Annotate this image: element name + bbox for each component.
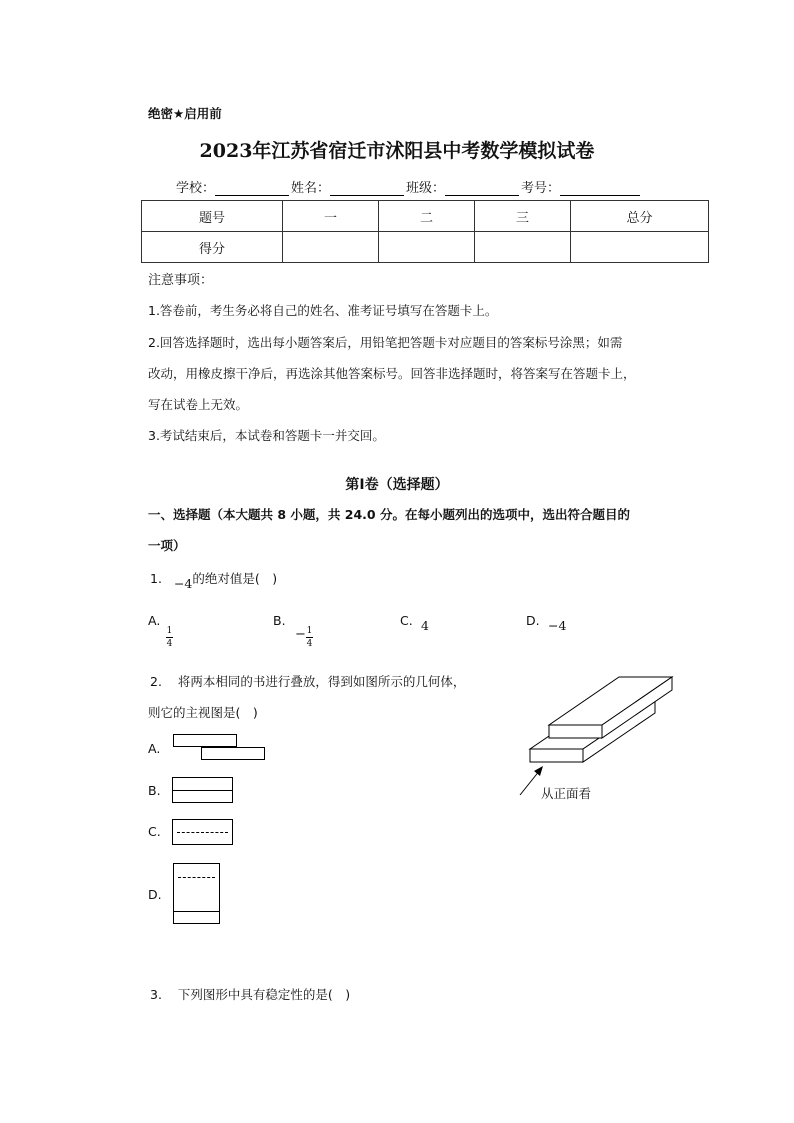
q1-option-d-value[interactable]: −4: [548, 618, 567, 633]
score-cell[interactable]: [475, 232, 571, 263]
q2-text-line-1: 将两本相同的书进行叠放，得到如图所示的几何体，: [177, 674, 466, 689]
question-number: 1.: [150, 571, 162, 586]
option-d-divider: [174, 911, 219, 912]
q1-option-b-sign: −: [295, 627, 306, 642]
q1-option-b-fraction[interactable]: [306, 626, 313, 649]
q1-option-a-fraction[interactable]: [166, 626, 173, 649]
fraction-numerator: 1: [306, 626, 313, 636]
score-table: [141, 200, 709, 263]
upper-book-front-face: [549, 725, 602, 738]
exam-title: 2023年江苏省宿迁市沭阳县中考数学模拟试卷: [199, 140, 595, 162]
question-1: [150, 571, 278, 591]
stacked-books-figure: [510, 670, 680, 810]
q2-option-d-label[interactable]: D.: [148, 887, 162, 902]
table-header-cell: 一: [283, 201, 379, 232]
notes-heading: 注意事项：: [148, 273, 214, 288]
section-1-line-2: 一项）: [148, 538, 186, 553]
volume-title: 第Ⅰ卷（选择题）: [345, 477, 449, 493]
table-header-cell: 题号: [142, 201, 283, 232]
option-b-rect: [172, 777, 233, 803]
q1-option-a-label[interactable]: A.: [148, 613, 161, 628]
option-b-divider: [173, 790, 232, 791]
table-row: [142, 232, 709, 263]
q2-text-line-2: 则它的主视图是( ): [148, 705, 258, 720]
option-c-dashed-divider: [177, 832, 228, 833]
school-blank[interactable]: [215, 181, 289, 196]
q2-option-c-label[interactable]: C.: [148, 824, 161, 839]
q1-option-b-label[interactable]: B.: [273, 613, 286, 628]
question-number: 2.: [150, 674, 162, 689]
option-c-rect: [172, 819, 233, 845]
name-blank[interactable]: [330, 181, 404, 196]
table-row: [142, 201, 709, 232]
view-arrow-line: [520, 770, 540, 795]
q3-text: 下列图形中具有稳定性的是( ): [177, 987, 351, 1002]
fraction-bar: [306, 637, 313, 638]
note-item-2-line-2: 改动，用橡皮擦干净后，再选涂其他答案标号。回答非选择题时，将答案写在答题卡上，: [148, 366, 636, 381]
lower-book-front-face: [530, 749, 583, 762]
fraction-denominator: 4: [166, 639, 173, 649]
table-header-cell: 总分: [571, 201, 709, 232]
view-arrow-head: [534, 766, 543, 776]
option-d-dashed-divider: [178, 877, 215, 878]
exam-no-blank[interactable]: [560, 181, 640, 196]
fraction-denominator: 4: [306, 639, 313, 649]
note-item-2-line-1: 2.回答选择题时，选出每小题答案后，用铅笔把答题卡对应题目的答案标号涂黑；如需: [148, 335, 623, 350]
q1-expression: −4: [173, 576, 193, 591]
q1-option-c-label[interactable]: C.: [400, 613, 413, 628]
question-2-line-1: [150, 674, 465, 690]
school-label: 学校：: [176, 181, 216, 196]
note-item-2-line-3: 写在试卷上无效。: [148, 397, 249, 412]
q2-option-a-label[interactable]: A.: [148, 741, 161, 756]
q1-option-d-label[interactable]: D.: [526, 613, 540, 628]
table-row-label: 得分: [142, 232, 283, 263]
score-cell[interactable]: [379, 232, 475, 263]
q2-option-b-label[interactable]: B.: [148, 783, 161, 798]
note-item-1: 1.答卷前，考生务必将自己的姓名、准考证号填写在答题卡上。: [148, 303, 498, 318]
fraction-bar: [166, 637, 173, 638]
student-info-line: [176, 177, 642, 196]
score-cell[interactable]: [571, 232, 709, 263]
class-blank[interactable]: [445, 181, 519, 196]
option-a-bottom-rect: [201, 747, 265, 760]
q1-option-c-value[interactable]: 4: [421, 618, 429, 633]
score-cell[interactable]: [283, 232, 379, 263]
class-label: 班级：: [406, 181, 446, 196]
option-d-rect: [173, 863, 220, 924]
section-1-line-1: 一、选择题（本大题共 8 小题，共 24.0 分。在每小题列出的选项中，选出符合题目的: [148, 507, 630, 522]
question-number: 3.: [150, 987, 162, 1002]
question-3: [150, 987, 350, 1003]
figure-caption: 从正面看: [541, 786, 592, 801]
exam-no-label: 考号：: [521, 181, 561, 196]
name-label: 姓名：: [291, 181, 331, 196]
fraction-numerator: 1: [166, 626, 173, 636]
option-a-top-rect: [173, 734, 237, 747]
q1-text: 的绝对值是( ): [192, 571, 278, 586]
note-item-3: 3.考试结束后，本试卷和答题卡一并交回。: [148, 428, 385, 443]
secret-mark: 绝密★启用前: [148, 106, 222, 121]
table-header-cell: 三: [475, 201, 571, 232]
table-header-cell: 二: [379, 201, 475, 232]
